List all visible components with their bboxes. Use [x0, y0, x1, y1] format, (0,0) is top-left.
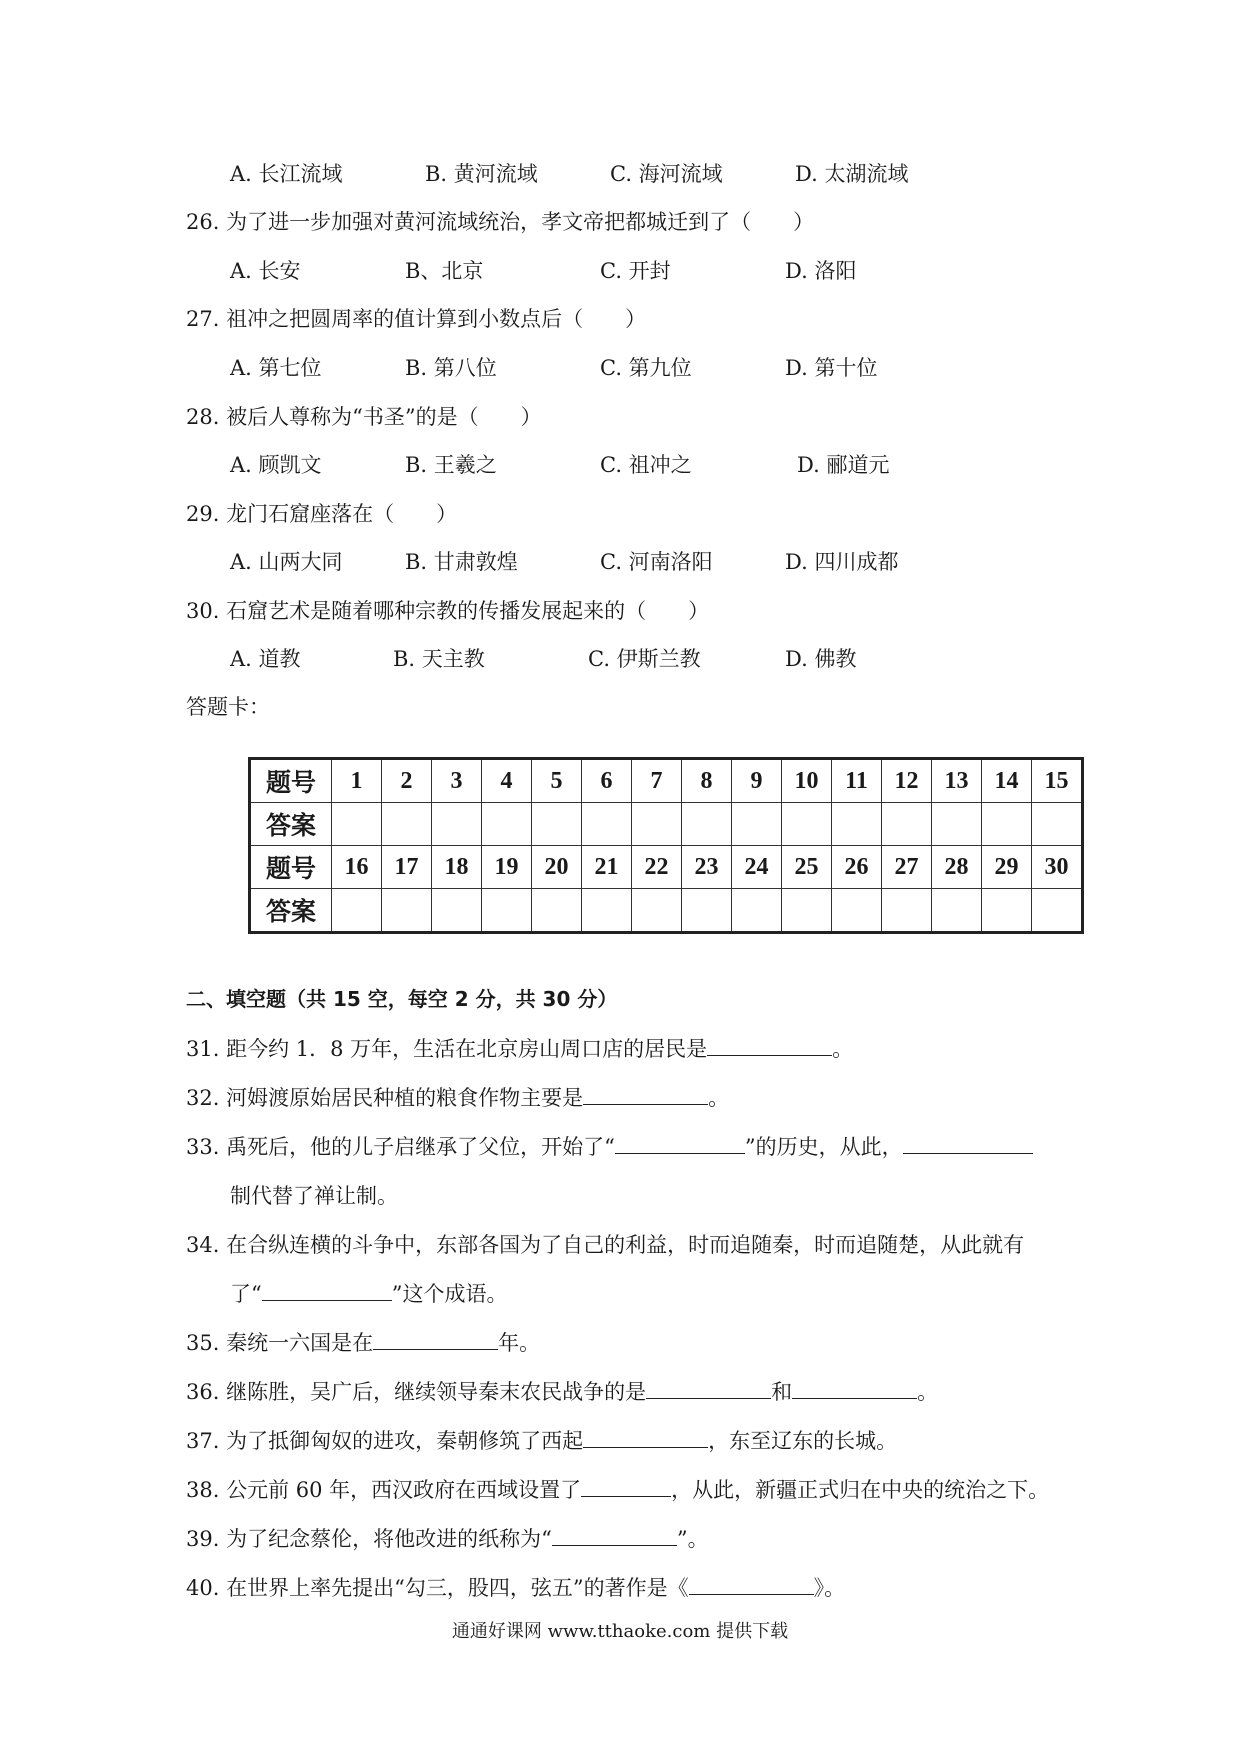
option-d: D. 太湖流域 [795, 162, 909, 186]
question-number: 30. [186, 599, 220, 623]
question-34 [186, 1231, 1024, 1259]
option-b: B. 天主教 [393, 647, 485, 671]
answer-cell[interactable] [532, 803, 582, 846]
number-cell: 14 [982, 759, 1032, 803]
answer-blank[interactable] [707, 1035, 832, 1056]
answer-blank[interactable] [262, 1280, 392, 1301]
answer-cell[interactable] [1032, 889, 1083, 933]
option-c: C. 第九位 [600, 356, 692, 380]
option-a: A. 顾凯文 [230, 453, 322, 477]
number-cell: 29 [982, 846, 1032, 889]
question-number: 33. [186, 1135, 220, 1159]
number-cell: 25 [782, 846, 832, 889]
number-cell: 23 [682, 846, 732, 889]
question-33 [186, 1133, 1033, 1161]
question-number: 40. [186, 1576, 220, 1600]
answer-blank[interactable] [615, 1133, 745, 1154]
option-a: A. 道教 [230, 647, 301, 671]
option-c: C. 开封 [600, 259, 671, 283]
question-number: 38. [186, 1478, 220, 1502]
answer-blank[interactable] [583, 1084, 708, 1105]
answer-cell[interactable] [432, 803, 482, 846]
question-37 [186, 1427, 897, 1455]
header-cell: 题号 [250, 759, 332, 803]
option-b: B. 第八位 [405, 356, 497, 380]
option-b: B. 甘肃敦煌 [405, 550, 518, 574]
question-text: 秦统一六国是在 [226, 1331, 374, 1355]
answer-cell[interactable] [332, 803, 382, 846]
answer-cell[interactable] [682, 803, 732, 846]
question-text: 为了抵御匈奴的进攻，秦朝修筑了西起 [226, 1429, 584, 1453]
answer-cell[interactable] [732, 889, 782, 933]
answer-blank[interactable] [583, 1427, 708, 1448]
answer-cell[interactable] [382, 803, 432, 846]
option-c: C. 祖冲之 [600, 453, 692, 477]
answer-cell[interactable] [432, 889, 482, 933]
answer-cell[interactable] [932, 889, 982, 933]
question-33-continued: 制代替了禅让制。 [230, 1184, 398, 1208]
number-cell: 8 [682, 759, 732, 803]
question-text: 。 [708, 1086, 730, 1110]
answer-cell[interactable] [632, 889, 682, 933]
number-cell: 19 [482, 846, 532, 889]
answer-blank[interactable] [552, 1525, 677, 1546]
question-text: ，从此，新疆正式归在中央的统治之下。 [671, 1478, 1050, 1502]
number-cell: 30 [1032, 846, 1083, 889]
question-text: ”。 [676, 1527, 709, 1551]
number-cell: 5 [532, 759, 582, 803]
answer-cell[interactable] [482, 803, 532, 846]
option-d: D. 四川成都 [785, 550, 899, 574]
question-text: 》。 [813, 1576, 846, 1600]
question-text: 继陈胜，吴广后，继续领导秦末农民战争的是 [226, 1380, 647, 1404]
option-d: D. 第十位 [785, 356, 878, 380]
answer-blank[interactable] [646, 1378, 771, 1399]
number-cell: 2 [382, 759, 432, 803]
answer-cell[interactable] [382, 889, 432, 933]
question-text: 公元前 60 年，西汉政府在西域设置了 [226, 1478, 582, 1502]
option-a: A. 长安 [230, 259, 301, 283]
question-number: 27. [186, 307, 220, 331]
table-row [250, 846, 1083, 889]
number-cell: 24 [732, 846, 782, 889]
question-number: 35. [186, 1331, 220, 1355]
question-text: ，东至辽东的长城。 [708, 1429, 898, 1453]
number-cell: 15 [1032, 759, 1083, 803]
question-text: 祖冲之把圆周率的值计算到小数点后（ ） [226, 307, 647, 331]
question-31 [186, 1035, 853, 1063]
option-c: C. 河南洛阳 [600, 550, 713, 574]
question-26 [186, 208, 814, 236]
question-29 [186, 500, 457, 528]
answer-blank[interactable] [373, 1329, 498, 1350]
option-c: C. 伊斯兰教 [588, 647, 701, 671]
table-row [250, 889, 1083, 933]
number-cell: 1 [332, 759, 382, 803]
answer-cell[interactable] [882, 803, 932, 846]
answer-blank[interactable] [903, 1133, 1033, 1154]
question-27 [186, 305, 646, 333]
option-d: D. 洛阳 [785, 259, 857, 283]
answer-cell[interactable] [632, 803, 682, 846]
page-footer: 通通好课网 www.tthaoke.com 提供下载 [451, 1621, 789, 1642]
question-text: ”的历史，从此， [744, 1135, 903, 1159]
number-cell: 21 [582, 846, 632, 889]
question-text: 在世界上率先提出“勾三，股四，弦五”的著作是《 [226, 1576, 689, 1600]
option-c: C. 海河流域 [610, 162, 723, 186]
question-text: ”这个成语。 [391, 1282, 508, 1306]
number-cell: 17 [382, 846, 432, 889]
question-number: 28. [186, 405, 220, 429]
number-cell: 16 [332, 846, 382, 889]
header-cell: 答案 [250, 803, 332, 846]
question-text: 和 [771, 1380, 793, 1404]
question-number: 32. [186, 1086, 220, 1110]
answer-cell[interactable] [732, 803, 782, 846]
question-number: 31. [186, 1037, 220, 1061]
number-cell: 28 [932, 846, 982, 889]
answer-cell[interactable] [982, 889, 1032, 933]
question-text: 为了进一步加强对黄河流域统治，孝文帝把都城迁到了（ ） [226, 210, 815, 234]
answer-cell[interactable] [782, 889, 832, 933]
answer-cell[interactable] [832, 803, 882, 846]
number-cell: 26 [832, 846, 882, 889]
answer-cell[interactable] [982, 803, 1032, 846]
question-38 [186, 1476, 1049, 1504]
answer-cell[interactable] [332, 889, 382, 933]
question-text: 龙门石窟座落在（ ） [226, 502, 458, 526]
answer-cell[interactable] [1032, 803, 1083, 846]
question-text: 被后人尊称为“书圣”的是（ ） [226, 405, 542, 429]
table-row [250, 759, 1083, 803]
option-b: B、北京 [405, 259, 484, 283]
number-cell: 11 [832, 759, 882, 803]
question-text: 。 [832, 1037, 854, 1061]
answer-cell[interactable] [582, 889, 632, 933]
number-cell: 27 [882, 846, 932, 889]
answer-card-table [248, 757, 1084, 934]
table-row [250, 803, 1083, 846]
answer-card-label: 答题卡： [186, 695, 270, 719]
option-a: A. 长江流域 [230, 162, 343, 186]
number-cell: 10 [782, 759, 832, 803]
answer-cell[interactable] [932, 803, 982, 846]
number-cell: 3 [432, 759, 482, 803]
number-cell: 6 [582, 759, 632, 803]
question-text: 在合纵连横的斗争中，东部各国为了自己的利益，时而追随秦，时而追随楚，从此就有 [226, 1233, 1025, 1257]
option-b: B. 黄河流域 [425, 162, 538, 186]
question-text: 距今约 1．8 万年，生活在北京房山周口店的居民是 [226, 1037, 708, 1061]
number-cell: 18 [432, 846, 482, 889]
question-text: 。 [917, 1380, 939, 1404]
answer-cell[interactable] [582, 803, 632, 846]
question-30 [186, 597, 709, 625]
option-a: A. 第七位 [230, 356, 322, 380]
question-text: 河姆渡原始居民种植的粮食作物主要是 [226, 1086, 584, 1110]
header-cell: 答案 [250, 889, 332, 933]
question-34-continued [230, 1280, 508, 1308]
answer-cell[interactable] [532, 889, 582, 933]
answer-blank[interactable] [689, 1574, 814, 1595]
answer-blank[interactable] [792, 1378, 917, 1399]
question-text: 为了纪念蔡伦，将他改进的纸称为“ [226, 1527, 552, 1551]
option-b: B. 王羲之 [405, 453, 497, 477]
question-number: 29. [186, 502, 220, 526]
question-text: 禹死后，他的儿子启继承了父位，开始了“ [226, 1135, 615, 1159]
number-cell: 20 [532, 846, 582, 889]
question-number: 39. [186, 1527, 220, 1551]
number-cell: 12 [882, 759, 932, 803]
option-d: D. 佛教 [785, 647, 857, 671]
number-cell: 22 [632, 846, 682, 889]
question-35 [186, 1329, 540, 1357]
number-cell: 9 [732, 759, 782, 803]
question-number: 37. [186, 1429, 220, 1453]
question-number: 36. [186, 1380, 220, 1404]
option-a: A. 山两大同 [230, 550, 343, 574]
answer-blank[interactable] [581, 1476, 671, 1497]
answer-cell[interactable] [682, 889, 732, 933]
header-cell: 题号 [250, 846, 332, 889]
answer-cell[interactable] [782, 803, 832, 846]
question-text: 了“ [230, 1282, 262, 1306]
answer-cell[interactable] [832, 889, 882, 933]
question-number: 26. [186, 210, 220, 234]
question-40 [186, 1574, 845, 1602]
answer-cell[interactable] [482, 889, 532, 933]
section-title: 二、填空题（共 15 空，每空 2 分，共 30 分） [186, 987, 618, 1011]
question-text: 石窟艺术是随着哪种宗教的传播发展起来的（ ） [226, 599, 710, 623]
number-cell: 7 [632, 759, 682, 803]
number-cell: 13 [932, 759, 982, 803]
question-39 [186, 1525, 709, 1553]
question-32 [186, 1084, 729, 1112]
option-d: D. 郦道元 [797, 453, 890, 477]
question-text: 年。 [498, 1331, 541, 1355]
number-cell: 4 [482, 759, 532, 803]
question-36 [186, 1378, 938, 1406]
answer-cell[interactable] [882, 889, 932, 933]
question-number: 34. [186, 1233, 220, 1257]
question-28 [186, 403, 542, 431]
